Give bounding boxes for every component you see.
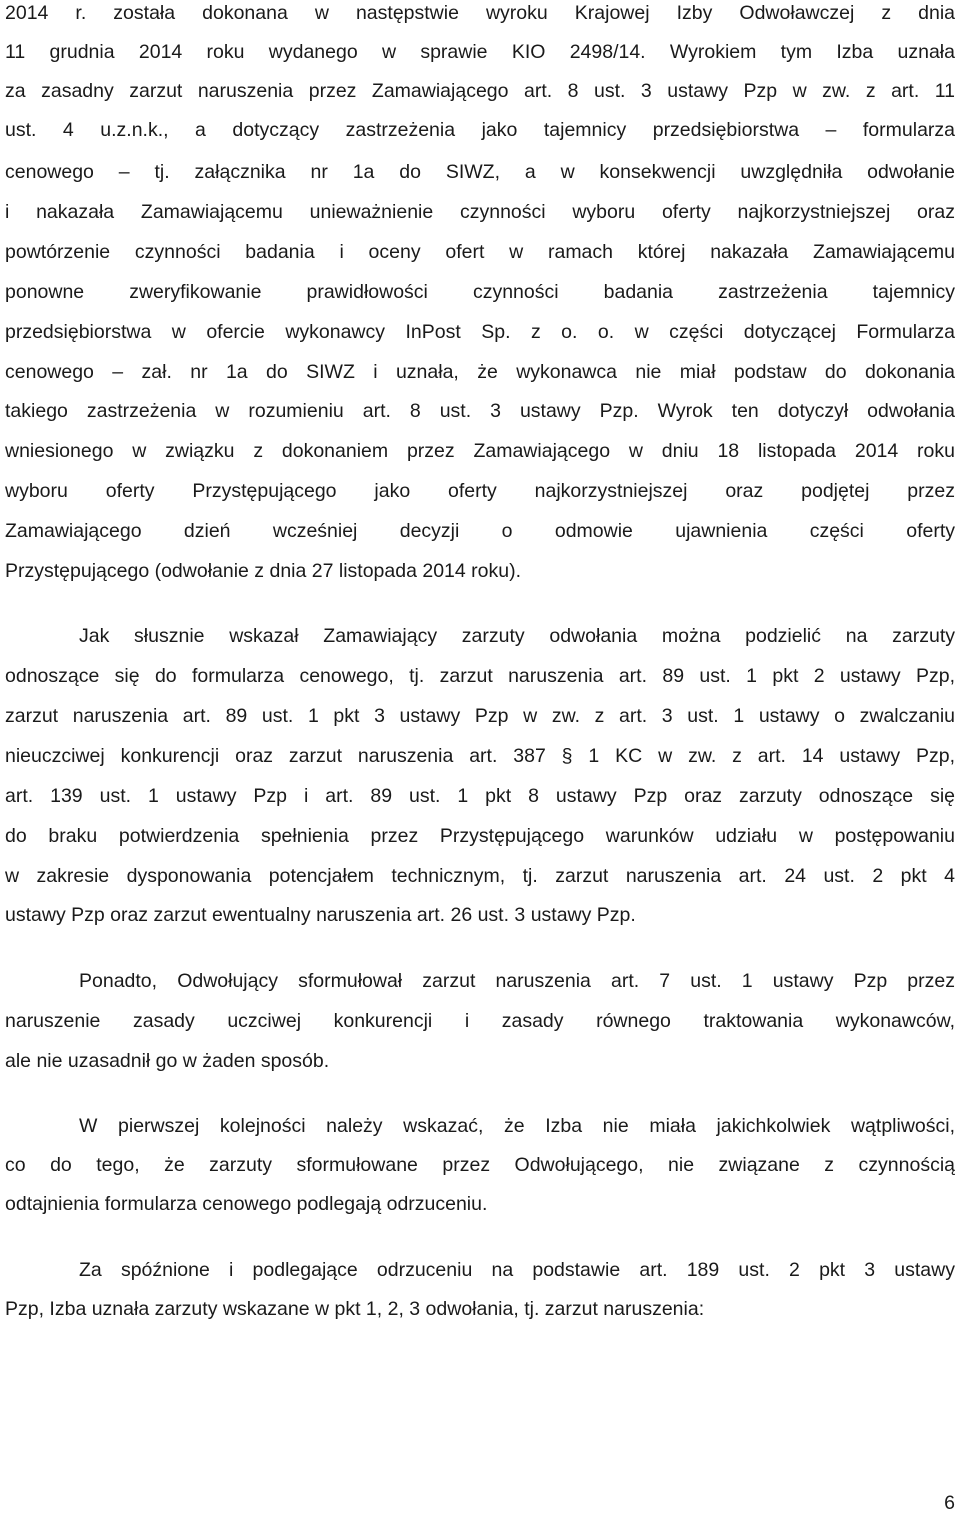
paragraph-2-line-7: w zakresie dysponowania potencjałem technicznym, tj. zarzut naruszenia art. 24 ust. 2 pkt 4 <box>5 865 955 887</box>
paragraph-1-line-14: Zamawiającego dzień wcześniej decyzji o odmowie ujawnienia części oferty <box>5 520 955 542</box>
paragraph-5-line-1: Za spóźnione i podlegające odrzuceniu na podstawie art. 189 ust. 2 pkt 3 ustawy <box>79 1259 955 1281</box>
paragraph-2-line-3: zarzut naruszenia art. 89 ust. 1 pkt 3 ustawy Pzp w zw. z art. 3 ust. 1 ustawy o zwalczaniu <box>5 705 955 727</box>
paragraph-1-line-7: powtórzenie czynności badania i oceny ofert w ramach której nakazała Zamawiającemu <box>5 241 955 263</box>
paragraph-1-line-1: 2014 r. została dokonana w następstwie wyroku Krajowej Izby Odwoławczej z dnia <box>5 2 955 24</box>
paragraph-1-line-4: ust. 4 u.z.n.k., a dotyczący zastrzeżenia jako tajemnicy przedsiębiorstwa – formularza <box>5 119 955 141</box>
paragraph-1-line-9: przedsiębiorstwa w ofercie wykonawcy InPost Sp. z o. o. w części dotyczącej Formularza <box>5 321 955 343</box>
paragraph-1-line-8: ponowne zweryfikowanie prawidłowości czynności badania zastrzeżenia tajemnicy <box>5 281 955 303</box>
paragraph-1-line-15: Przystępującego (odwołanie z dnia 27 listopada 2014 roku). <box>5 560 521 582</box>
paragraph-2-line-8: ustawy Pzp oraz zarzut ewentualny naruszenia art. 26 ust. 3 ustawy Pzp. <box>5 904 636 926</box>
paragraph-1-line-3: za zasadny zarzut naruszenia przez Zamawiającego art. 8 ust. 3 ustawy Pzp w zw. z art. 11 <box>5 80 955 102</box>
paragraph-4-line-1: W pierwszej kolejności należy wskazać, że Izba nie miała jakichkolwiek wątpliwości, <box>79 1115 955 1137</box>
paragraph-1-line-10: cenowego – zał. nr 1a do SIWZ i uznała, że wykonawca nie miał podstaw do dokonania <box>5 361 955 383</box>
paragraph-1-line-5: cenowego – tj. załącznika nr 1a do SIWZ, a w konsekwencji uwzględniła odwołanie <box>5 161 955 183</box>
paragraph-2-line-4: nieuczciwej konkurencji oraz zarzut naruszenia art. 387 § 1 KC w zw. z art. 14 ustawy Pzp, <box>5 745 955 767</box>
paragraph-5-line-2: Pzp, Izba uznała zarzuty wskazane w pkt 1, 2, 3 odwołania, tj. zarzut naruszenia: <box>5 1298 705 1320</box>
paragraph-2-line-5: art. 139 ust. 1 ustawy Pzp i art. 89 ust. 1 pkt 8 ustawy Pzp oraz zarzuty odnoszące się <box>5 785 955 807</box>
paragraph-2-line-2: odnoszące się do formularza cenowego, tj. zarzut naruszenia art. 89 ust. 1 pkt 2 ustawy Pzp, <box>5 665 955 687</box>
paragraph-2-line-1: Jak słusznie wskazał Zamawiający zarzuty odwołania można podzielić na zarzuty <box>79 625 955 647</box>
paragraph-1-line-13: wyboru oferty Przystępującego jako oferty najkorzystniejszej oraz podjętej przez <box>5 480 955 502</box>
paragraph-3-line-2: naruszenie zasady uczciwej konkurencji i zasady równego traktowania wykonawców, <box>5 1010 955 1032</box>
paragraph-1-line-6: i nakazała Zamawiającemu unieważnienie czynności wyboru oferty najkorzystniejszej oraz <box>5 201 955 223</box>
paragraph-3-line-3: ale nie uzasadnił go w żaden sposób. <box>5 1050 330 1072</box>
paragraph-1-line-12: wniesionego w związku z dokonaniem przez Zamawiającego w dniu 18 listopada 2014 roku <box>5 440 955 462</box>
paragraph-1-line-11: takiego zastrzeżenia w rozumieniu art. 8 ust. 3 ustawy Pzp. Wyrok ten dotyczył odwołania <box>5 400 955 422</box>
paragraph-2-line-6: do braku potwierdzenia spełnienia przez Przystępującego warunków udziału w postępowaniu <box>5 825 955 847</box>
paragraph-4-line-3: odtajnienia formularza cenowego podlegają odrzuceniu. <box>5 1193 488 1215</box>
paragraph-1-line-2: 11 grudnia 2014 roku wydanego w sprawie KIO 2498/14. Wyrokiem tym Izba uznała <box>5 41 955 63</box>
paragraph-3-line-1: Ponadto, Odwołujący sformułował zarzut naruszenia art. 7 ust. 1 ustawy Pzp przez <box>79 970 955 992</box>
page-number: 6 <box>944 1492 955 1514</box>
paragraph-4-line-2: co do tego, że zarzuty sformułowane przez Odwołującego, nie związane z czynnością <box>5 1154 955 1176</box>
